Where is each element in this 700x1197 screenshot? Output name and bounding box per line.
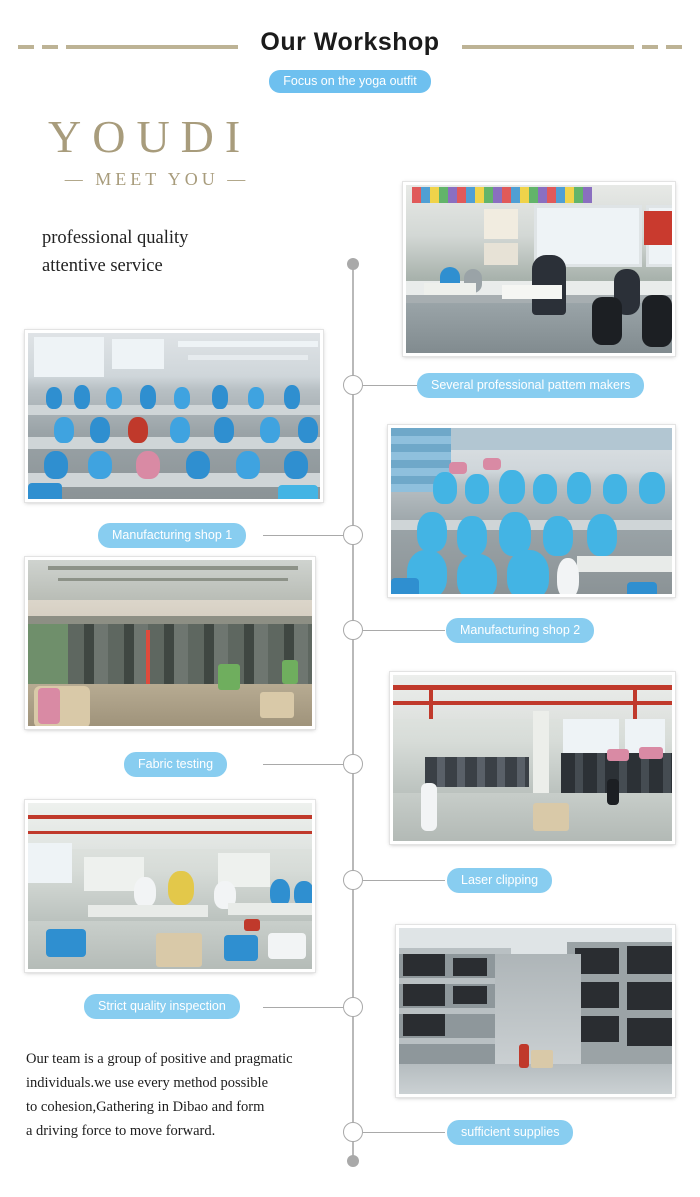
brand-slogan	[42, 225, 342, 281]
photo-manufacturing-shop-1	[25, 330, 323, 502]
photo-content	[28, 560, 312, 726]
brand-block	[48, 113, 328, 190]
page-title: Our Workshop	[260, 28, 440, 56]
photo-content	[28, 803, 312, 969]
timeline-start-dot-icon	[347, 258, 359, 270]
timeline-connector-6	[263, 1007, 343, 1008]
footer-line-4: a driving force to move forward.	[26, 1122, 216, 1139]
timeline-connector-7	[363, 1132, 445, 1133]
photo-content	[399, 928, 672, 1094]
footer-line-1: Our team is a group of positive and pragmatic	[26, 1051, 293, 1067]
photo-fabric-testing-machines	[25, 557, 315, 729]
photo-content	[406, 185, 672, 353]
brand-tagline: — MEET YOU —	[64, 169, 250, 190]
brand-slogan-line-2: attentive service	[42, 255, 163, 276]
timeline-connector-4	[263, 764, 343, 765]
timeline-node-3-icon	[343, 620, 363, 640]
photo-content	[391, 428, 672, 594]
label-sufficient-supplies: sufficient supplies	[447, 1120, 573, 1145]
timeline-node-7-icon	[343, 1122, 363, 1142]
photo-content	[393, 675, 672, 841]
timeline-connector-2	[263, 535, 343, 536]
footer-paragraph	[26, 1048, 346, 1144]
label-pattern-makers: Several professional pattem makers	[417, 373, 644, 398]
subtitle-container	[0, 70, 700, 93]
subtitle-badge: Focus on the yoga outfit	[269, 70, 430, 93]
brand-slogan-line-1: professional quality	[42, 228, 189, 248]
photo-manufacturing-shop-2	[388, 425, 675, 597]
label-manufacturing-shop-1: Manufacturing shop 1	[98, 523, 246, 548]
photo-pattern-making-room	[403, 182, 675, 356]
timeline-connector-1	[363, 385, 417, 386]
label-manufacturing-shop-2: Manufacturing shop 2	[446, 618, 594, 643]
timeline-axis	[352, 262, 354, 1162]
label-fabric-testing: Fabric testing	[124, 752, 227, 777]
brand-name: YOUDI	[48, 111, 252, 162]
photo-laser-clipping-room	[390, 672, 675, 844]
photo-quality-inspection-room	[25, 800, 315, 972]
label-laser-clipping: Laser clipping	[447, 868, 552, 893]
page-header	[0, 0, 700, 70]
timeline-node-4-icon	[343, 754, 363, 774]
timeline-connector-3	[363, 630, 445, 631]
timeline-connector-5	[363, 880, 445, 881]
footer-line-3: to cohesion,Gathering in Dibao and form	[26, 1098, 265, 1115]
photo-content	[28, 333, 320, 499]
timeline-node-5-icon	[343, 870, 363, 890]
photo-supplies-warehouse-aisle	[396, 925, 675, 1097]
footer-line-2: individuals.we use every method possible	[26, 1074, 269, 1091]
label-quality-inspection: Strict quality inspection	[84, 994, 240, 1019]
timeline-node-2-icon	[343, 525, 363, 545]
timeline-node-6-icon	[343, 997, 363, 1017]
timeline-end-dot-icon	[347, 1155, 359, 1167]
timeline-node-1-icon	[343, 375, 363, 395]
